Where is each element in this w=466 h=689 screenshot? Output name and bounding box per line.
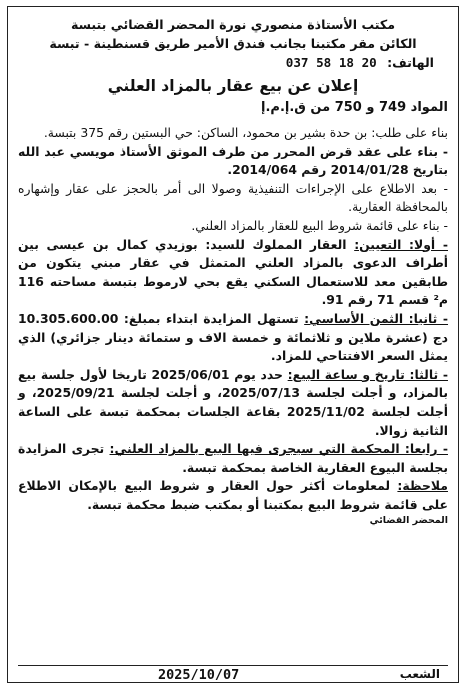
legal-notice (7, 6, 459, 683)
publication-name: الشعب (399, 667, 440, 681)
phone-label: الهاتف: (387, 55, 434, 70)
phone-number: 037 58 18 20 (285, 55, 377, 70)
base-price-text: تستهل المزايدة ابتداء بمبلغ: 10.305.600.00 دج (عشرة ملاين و ثلاثمائة و خمسة الاف و ستمائة دينار جزائري) الذي يمثل السعر الافتتاحي للمزاد. (18, 310, 448, 364)
note-text: لمعلومات أكثر حول العقار و شروط البيع بالإمكان الاطلاع على قائمة شروط البيع بمكتبنا أو بمكتب ضبط محكمة تبسة. (18, 478, 448, 512)
section-label-second: - ثانيا: الثمن الأساسي: (304, 310, 449, 326)
sale-date-text: حدد يوم 2025/06/01 تاريخا لأول جلسة بيع بالمزاد، و أجلت لجلسة 2025/07/13، و أجلت لجلسة 2025/09/21، و أجلت لجلسة 2025/11/02 بقاعة الجلسات بمحكمة تبسة على الساعة الثانية زوالا. (18, 366, 449, 438)
property-designation-text: العقار المملوك للسيد: بوزيدي كمال بن عيسى بين أطراف الدعوى بالمزاد العلني المتمثل في عقار مبني يتكون من طابقين معد للاستعمال السكني يقع بحي لارموط بتبسة مساحته 116 م² قسم 71 رقم 91. (18, 236, 448, 308)
paragraph-sale-date (18, 366, 448, 440)
notice-subtitle: المواد 749 و 750 من ق.إ.م.إ (261, 100, 448, 115)
section-label-fourth: - رابعا: المحكمة التي سيجرى فيها البيع بالمزاد العلني: (109, 441, 448, 457)
paragraph-base-price (18, 310, 448, 366)
paragraph-property-designation (18, 236, 448, 310)
office-name: مكتب الأستاذة منصوري نورة المحضر القضائي بتبسة (70, 17, 396, 32)
section-label-first: - أولا: التعيين: (354, 236, 448, 252)
section-label-third: - ثالثا: تاريخ و ساعة البيع: (287, 366, 448, 382)
notice-title: إعلان عن بيع عقار بالمزاد العلني (107, 77, 359, 95)
paragraph-conditions-list: - بناء على قائمة شروط البيع للعقار بالمزاد العلني. (191, 217, 448, 233)
publication-date: 2025/10/07 (158, 667, 240, 683)
footer-divider (18, 665, 448, 666)
court-text: تجرى المزايدة بجلسة البيوع العقارية الخاصة بمحكمة تبسة. (18, 441, 448, 475)
office-phone (18, 53, 448, 72)
office-address: الكائن مقر مكتبنا بجانب فندق الأمير طريق قسنطينة - تبسة (49, 36, 417, 51)
note-label: ملاحظة: (397, 478, 448, 494)
paragraph-loan-contract: - بناء على عقد قرض المحرر من طرف الموثق الأستاذ مويسي عبد الله بتاريخ 2014/01/28 رقم 2014/064. (18, 143, 448, 178)
paragraph-applicant: بناء على طلب: بن حدة بشير بن محمود، الساكن: حي البستين رقم 375 بتبسة. (43, 125, 448, 140)
signature-bailiff: المحضر القضائي (369, 515, 448, 527)
signature-row (18, 515, 448, 526)
paragraph-note (18, 477, 448, 514)
paragraph-procedures: - بعد الاطلاع على الإجراءات التنفيذية وصولا الى أمر بالحجز على عقار وإشهاره بالمحافظة العقارية. (18, 180, 448, 215)
paragraph-court (18, 440, 448, 477)
